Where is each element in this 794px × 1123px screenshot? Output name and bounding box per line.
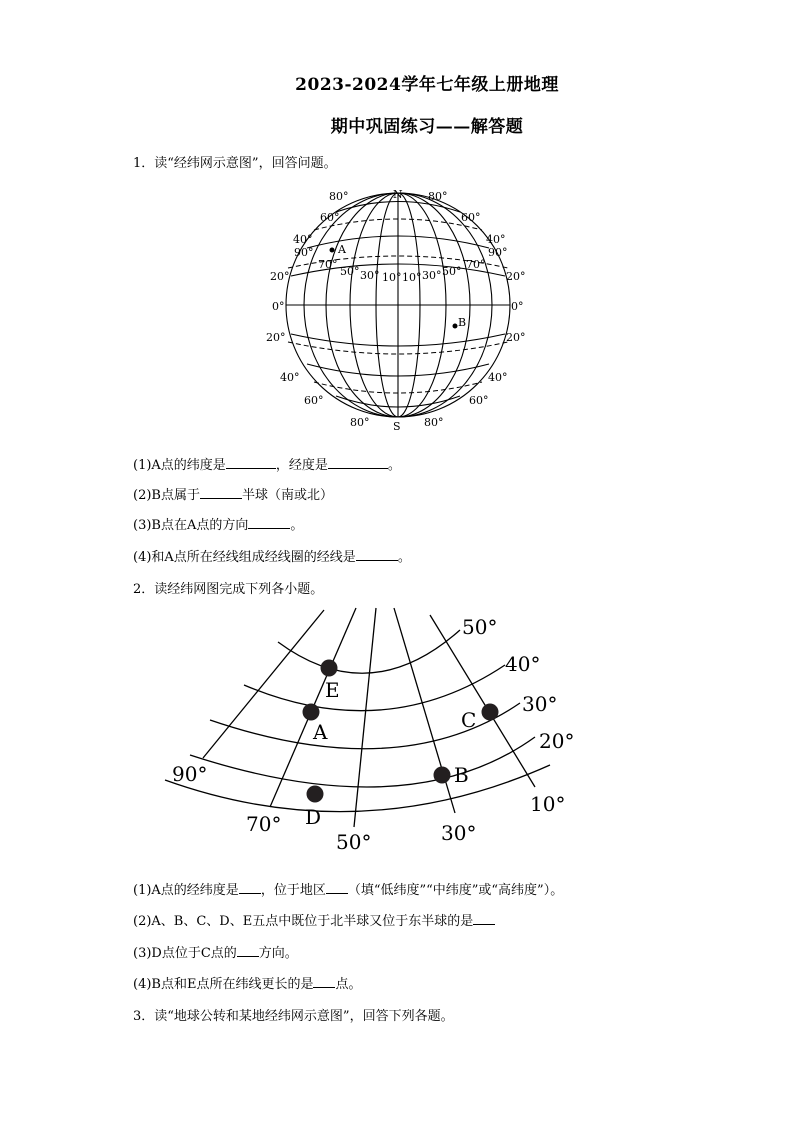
lat-label: 20° <box>270 270 290 283</box>
lon-label: 30° <box>422 269 442 282</box>
doc-title-line2: 期中巩固练习——解答题 <box>330 117 524 137</box>
lat-label-40: 40° <box>505 652 541 676</box>
meridian-10 <box>430 615 535 787</box>
q1-sub3: (3)B点在A点的方向 。 <box>133 518 304 533</box>
q2-sub4: (4)B点和E点所在纬线更长的是 点。 <box>133 977 362 992</box>
lat-label-50: 50° <box>462 615 498 639</box>
lat-label: 20° <box>266 331 286 344</box>
label-s: S <box>393 420 401 433</box>
lat-label: 60° <box>320 211 340 224</box>
doc-title-line1: 2023-2024学年七年级上册地理 <box>295 75 559 95</box>
meridian-50 <box>354 608 376 827</box>
label-b: B <box>454 763 469 787</box>
lon-label: 50° <box>442 265 462 278</box>
label-b: B <box>458 316 467 329</box>
blank[interactable] <box>200 486 242 499</box>
lat-label: 80° <box>350 416 370 429</box>
lon-label: 10° <box>402 271 422 284</box>
point-a-marker <box>303 704 320 721</box>
q2-prompt: 2．读经纬网图完成下列各小题。 <box>133 582 324 597</box>
latitude-50 <box>278 630 460 673</box>
point-b-marker <box>453 324 458 329</box>
q3-prompt: 3．读“地球公转和某地经纬网示意图”，回答下列各题。 <box>133 1009 454 1024</box>
label-d: D <box>305 805 322 829</box>
lon-label-70: 70° <box>246 812 282 836</box>
q1-sub4: (4)和A点所在经线组成经线圈的经线是 。 <box>133 550 411 565</box>
label-c: C <box>461 708 477 732</box>
lat-label: 40° <box>488 371 508 384</box>
blank[interactable] <box>473 912 495 925</box>
lat-label-30: 30° <box>522 692 558 716</box>
q1-globe-figure <box>260 186 540 436</box>
lat-label: 60° <box>304 394 324 407</box>
point-b-marker <box>434 767 451 784</box>
q2-graticule-figure <box>160 605 600 865</box>
lat-label: 40° <box>293 233 313 246</box>
lat-label: 60° <box>469 394 489 407</box>
point-c-marker <box>482 704 499 721</box>
blank[interactable] <box>248 516 290 529</box>
lat-label: 0° <box>511 300 524 313</box>
latitude-40 <box>244 665 505 711</box>
lon-label: 90° <box>488 246 508 259</box>
lon-label: 10° <box>382 271 402 284</box>
label-n: N <box>393 188 403 201</box>
label-e: E <box>325 678 340 702</box>
blank[interactable] <box>313 975 335 988</box>
lat-label: 80° <box>329 190 349 203</box>
lat-label: 20° <box>506 270 526 283</box>
label-a: A <box>338 243 346 256</box>
label-a: A <box>313 720 328 744</box>
q1-sub1: (1)A点的纬度是 ，经度是 。 <box>133 458 401 473</box>
lon-label-10: 10° <box>530 792 566 816</box>
lon-label: 70° <box>318 258 338 271</box>
q1-prompt: 1．读“经纬网示意图”，回答问题。 <box>133 156 337 171</box>
lon-label: 30° <box>360 269 380 282</box>
blank[interactable] <box>226 456 276 469</box>
point-a-marker <box>330 248 335 253</box>
lat-label: 0° <box>272 300 285 313</box>
lon-label: 70° <box>466 258 486 271</box>
blank[interactable] <box>326 881 348 894</box>
q1-sub2: (2)B点属于 半球（南或北） <box>133 488 333 503</box>
lat-label: 80° <box>428 190 448 203</box>
point-d-marker <box>307 786 324 803</box>
lat-label: 80° <box>424 416 444 429</box>
point-e-marker <box>321 660 338 677</box>
q2-sub2: (2)A、B、C、D、E五点中既位于北半球又位于东半球的是 <box>133 910 495 929</box>
q2-sub1: (1)A点的经纬度是 ，位于地区 （填“低纬度”“中纬度”或“高纬度”）。 <box>133 883 564 898</box>
lat-label: 40° <box>486 233 506 246</box>
blank[interactable] <box>237 944 259 957</box>
lon-label: 90° <box>294 246 314 259</box>
lat-label: 20° <box>506 331 526 344</box>
blank[interactable] <box>239 881 261 894</box>
blank[interactable] <box>328 456 388 469</box>
lon-label-30: 30° <box>441 821 477 845</box>
lon-label: 50° <box>340 265 360 278</box>
blank[interactable] <box>356 548 398 561</box>
lon-label-90: 90° <box>172 762 208 786</box>
lat-label-20: 20° <box>539 729 575 753</box>
q2-sub3: (3)D点位于C点的 方向。 <box>133 946 298 961</box>
lon-label-50: 50° <box>336 830 372 854</box>
lat-label: 40° <box>280 371 300 384</box>
lat-label: 60° <box>461 211 481 224</box>
